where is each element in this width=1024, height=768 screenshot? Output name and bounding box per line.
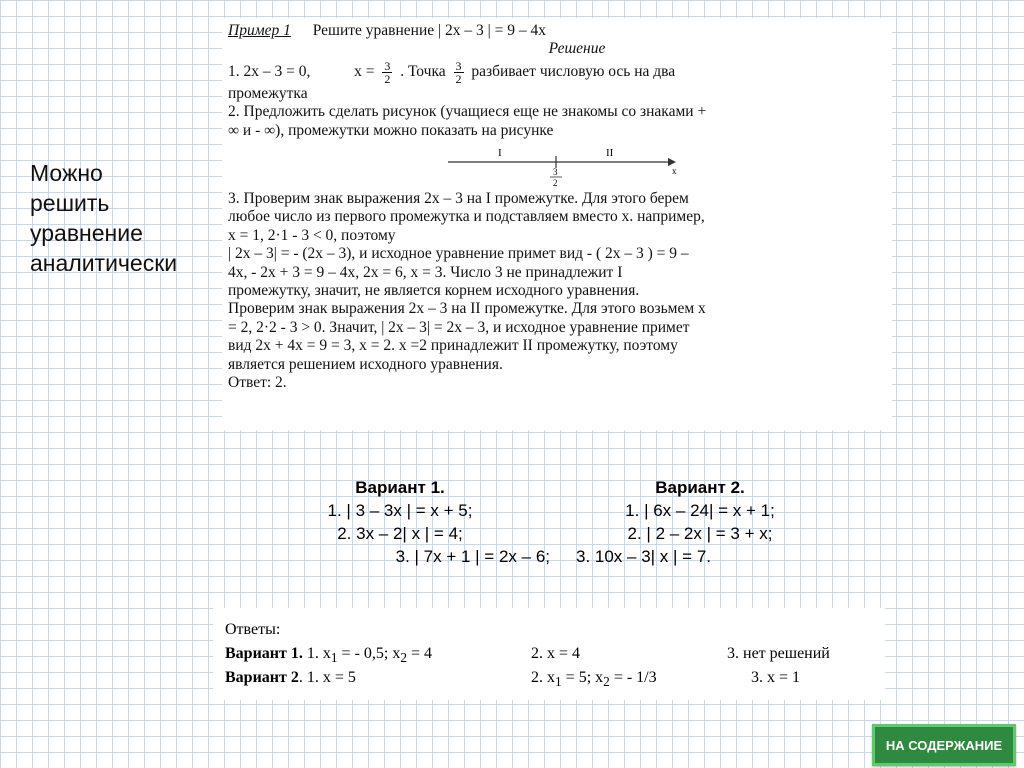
variant-2-title: Вариант 2. bbox=[655, 478, 745, 497]
solution-answer: Ответ: 2. bbox=[228, 374, 287, 392]
variant-1 bbox=[250, 476, 550, 568]
example-tag: Пример 1 bbox=[228, 22, 291, 39]
variant-1-item: 1. | 3 – 3х | = х + 5; bbox=[327, 501, 473, 520]
variant-2 bbox=[550, 476, 850, 568]
number-line-figure bbox=[228, 142, 886, 188]
solution-line: 4х, - 2х + 3 = 9 – 4х, 2х = 6, х = 3. Число 3 не принадлежит I bbox=[228, 263, 623, 281]
solution-line: 3. Проверим знак выражения 2х – 3 на I промежутке. Для этого берем bbox=[228, 190, 689, 208]
solution-line: является решением исходного уравнения. bbox=[228, 355, 503, 373]
solution-line: ∞ и - ∞), промежутки можно показать на рисунке bbox=[228, 121, 554, 139]
answers-variant-2: Вариант 2. 1. х = 5 2. $х_1 = 5$; $х_2$ = - 1/3 3. х = 1 bbox=[225, 666, 873, 690]
fraction: $\frac{3}{2}$ bbox=[384, 58, 391, 85]
solution-line: | 2х – 3| = - (2х – 3), и исходное уравнение примет вид - ( 2х – 3 ) = 9 – bbox=[228, 245, 689, 263]
answers-header: Ответы: bbox=[225, 621, 281, 638]
example-header bbox=[228, 22, 886, 40]
solution-line: Проверим знак выражения 2х – 3 на II промежутке. Для этого возьмем х bbox=[228, 300, 706, 318]
to-contents-button[interactable]: НА СОДЕРЖАНИЕ bbox=[872, 724, 1016, 766]
answer: 2. $х_1 = 5$; $х_2$ = - 1/3 bbox=[531, 669, 657, 690]
interval-label-2: II bbox=[606, 147, 614, 160]
solution-line: любое число из первого промежутка и подставляем вместо х. например, bbox=[228, 208, 705, 226]
variant-2-item: 1. | 6х – 24| = х + 1; bbox=[625, 501, 775, 520]
variant-1-item: 3. | 7х + 1 | = 2х – 6; bbox=[395, 547, 550, 566]
axis-x-label: x bbox=[672, 166, 677, 177]
variant-1-title: Вариант 1. bbox=[355, 478, 445, 497]
solution-step-1: 1. 2х – 3 = 0, х = $\frac{3}{2}$ . Точка $\frac{3}{2}$ разбивает числовую ось на два bbox=[228, 58, 676, 85]
variant-2-item: 2. | 2 – 2х | = 3 + х; bbox=[627, 524, 773, 543]
tick-den: 2 bbox=[553, 178, 558, 189]
answers-box bbox=[213, 608, 885, 700]
example-task: Решите уравнение | 2х – 3 | = 9 – 4х bbox=[312, 22, 546, 39]
solution-line: промежутка bbox=[228, 84, 308, 102]
answer: 3. нет решений bbox=[727, 645, 830, 662]
variant-2-item: 3. 10х – 3| х | = 7. bbox=[576, 547, 711, 566]
tick-num: 3 bbox=[553, 167, 558, 178]
number-line-svg bbox=[228, 142, 888, 188]
answers-v1-label: Вариант 1. bbox=[225, 645, 303, 662]
axis-arrow-icon bbox=[668, 158, 676, 166]
variant-1-item: 2. 3х – 2| х | = 4; bbox=[337, 524, 463, 543]
interval-label-1: I bbox=[498, 147, 502, 160]
solution-label: Решение bbox=[548, 40, 606, 58]
solution-line: вид 2х + 4х = 9 = 3, х = 2. х =2 принадлежит II промежутку, поэтому bbox=[228, 337, 678, 355]
answer: 2. х = 4 bbox=[531, 645, 581, 662]
answer: 3. х = 1 bbox=[751, 669, 801, 686]
solution-line: промежутку, значит, не является корнем исходного уравнения. bbox=[228, 282, 640, 300]
solution-line: 2. Предложить сделать рисунок (учащиеся еще не знакомы со знаками + bbox=[228, 103, 707, 121]
answers-variant-1: Вариант 1. 1. $х_1$ = - 0,5; $х_2 = 4$ 2. х = 4 3. нет решений bbox=[225, 642, 873, 666]
fraction: $\frac{3}{2}$ bbox=[455, 58, 462, 85]
solution-line: = 2, 2·2 - 3 > 0. Значит, | 2х – 3| = 2х – 3, и исходное уравнение примет bbox=[228, 318, 690, 336]
example-solution bbox=[222, 18, 892, 430]
side-note: Можно решить уравнение аналитически bbox=[30, 160, 178, 276]
solution-line: х = 1, 2·1 - 3 < 0, поэтому bbox=[228, 226, 396, 244]
answers-v2-label: Вариант 2 bbox=[225, 669, 299, 686]
